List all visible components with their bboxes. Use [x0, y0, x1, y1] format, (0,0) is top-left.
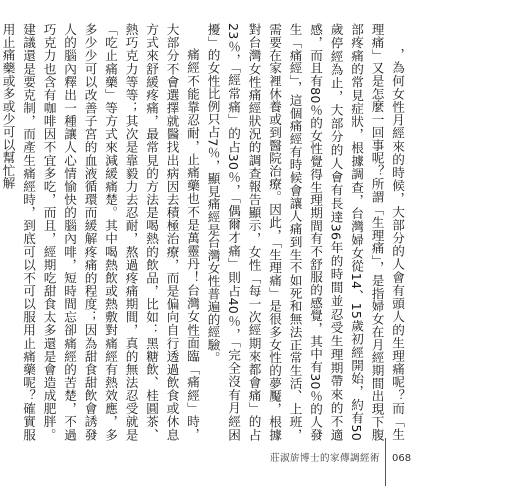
- paragraph-2: 痛經不能靠忍耐，止痛藥也不是萬靈丹！台灣女性面臨「痛經」時，大部分不會選擇就醫找出病因去積極治療，而是偏向自行透過飲食或休息方式來舒緩疼痛，最常見的方法是喝熱的飲品，比如：黑糖飲、桂圓茶、熱巧克力等等；其次是靠毅力去忍耐，熬過疼痛期間，真的無法忍受就是「吃止痛藥」等方式來減緩痛楚。其中喝熱飲或熱敷對痛經有熱效應，多多少少可以改善子宮的血液循環而緩解疼痛的程度；因為甜食甜飲會誘發人的腦內釋出一種讓人心情愉快的腦內啡，短時間忘卻痛經的苦楚，不過巧克力也含有咖啡因不宜多吃，而且，經期吃甜食太多還是會造成肥胖。建議還是要克制，而產生痛經時，到底可以不可以服用止痛藥呢？確實服用止痛藥或多或少可以幫忙解: [0, 23, 200, 441]
- body-text-column: [0, 23, 407, 441]
- paragraph-1: ，為何女性月經來的時候，大部分的人會有頭人的生理痛呢？而「生理痛」又是怎麼一回事呢？所謂「生理痛」，是指婦女在月經期間出現下腹部疼痛的常見症狀，根據調查，台灣婦女從14、15歲初經開始，約有50歲停經為止，大部分的人會有長達36年的時間並忍受生理期帶來的不適感，而且有80％的女性覺得生理期間有不舒服的感覺，其中有30％的人發生「痛經」，這個痛經有時候會讓人痛到生不如死和無法正常生活、上班，需要在家裡休養或到醫院治療。因此，「生理痛」是很多女性的夢魘，根據對台灣女性痛經狀況的調查報告顯示，女性「每一次經期來都會痛」的占23％，「經常痛」的占30％，「偶爾才痛」則占40％，「完全沒有月經困擾」的女性比例只占7％，顯見痛經是台灣女性普遍的經驗。: [205, 23, 405, 441]
- page-number: 068: [392, 453, 412, 464]
- footer-divider: [385, 438, 386, 486]
- running-title: 莊淑旂博士的家傳調經術: [269, 453, 380, 464]
